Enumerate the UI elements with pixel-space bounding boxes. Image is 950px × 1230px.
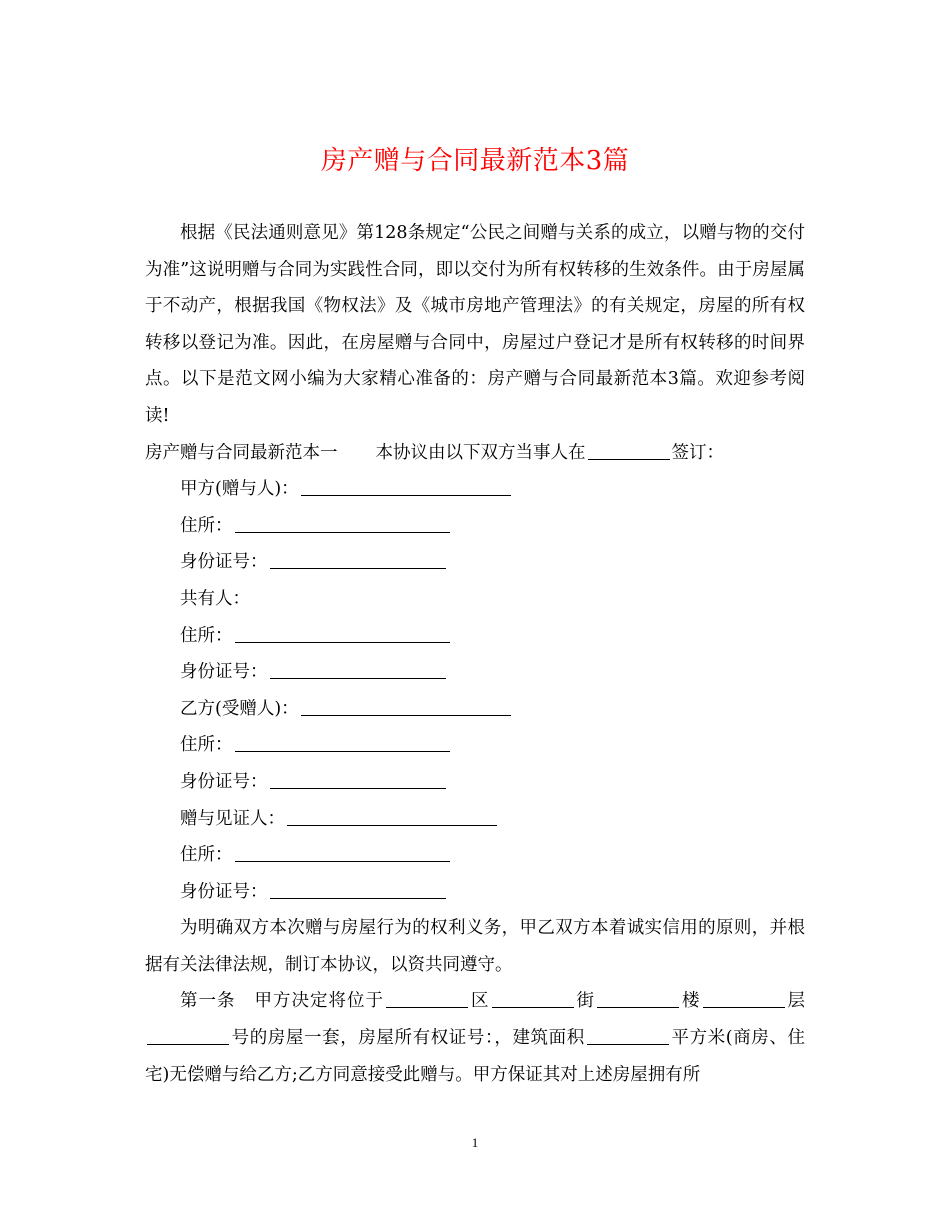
floor-blank [703, 987, 785, 1008]
id-label: 身份证号： [180, 881, 268, 902]
document-body [145, 215, 805, 1093]
page-number: 1 [471, 1135, 479, 1150]
area-blank [587, 1024, 669, 1045]
witness-row [145, 801, 805, 838]
floor-label: 层 [786, 991, 805, 1012]
party-a-label: 甲方(赠与人)： [180, 479, 299, 500]
room-blank [147, 1024, 229, 1045]
id-row-4 [145, 874, 805, 911]
street-label: 街 [575, 991, 595, 1012]
id-blank [270, 768, 446, 789]
id-label: 身份证号： [180, 662, 268, 683]
address-blank [235, 731, 450, 752]
address-blank [235, 622, 450, 643]
section-heading: 房产赠与合同最新范本一 [145, 442, 338, 463]
address-row-3 [145, 727, 805, 764]
party-b-row [145, 691, 805, 728]
id-blank [270, 658, 446, 679]
street-blank [492, 987, 574, 1008]
building-blank [597, 987, 679, 1008]
building-label: 楼 [681, 991, 701, 1012]
co-owner-label: 共有人： [180, 588, 250, 609]
intro-paragraph: 根据《民法通则意见》第128条规定“公民之间赠与关系的成立，以赠与物的交付为准”这说明赠与合同为实践性合同，即以交付为所有权转移的生效条件。由于房屋属于不动产，根据我国《物权法》及《城市房地产管理法》的有关规定，房屋的所有权转移以登记为准。因此，在房屋赠与合同中，房屋过户登记才是所有权转移的时间界点。以下是范文网小编为大家精心准备的：房产赠与合同最新范本3篇。欢迎参考阅读! [145, 223, 805, 426]
party-a-blank [301, 475, 511, 496]
address-row-1 [145, 508, 805, 545]
address-label: 住所： [180, 625, 233, 646]
purpose-paragraph: 为明确双方本次赠与房屋行为的权利义务，甲乙双方本着诚实信用的原则，并根据有关法律法规，制订本协议，以资共同遵守。 [145, 918, 805, 975]
witness-label: 赠与见证人： [180, 808, 285, 829]
agreement-line [145, 435, 805, 472]
area-text: 平方米(商房、住宅)无偿赠与给乙方;乙方同意接受此赠与。甲方保证其对上述房屋拥有所 [145, 1028, 806, 1085]
id-row-2 [145, 654, 805, 691]
party-b-blank [301, 695, 511, 716]
agreement-lead: 本协议由以下双方当事人在 [375, 442, 586, 463]
id-row-1 [145, 544, 805, 581]
id-blank [270, 878, 446, 899]
article-1-lead: 甲方决定将位于 [253, 991, 384, 1012]
address-blank [235, 512, 450, 533]
id-label: 身份证号： [180, 771, 268, 792]
room-text: 号的房屋一套，房屋所有权证号：，建筑面积 [231, 1028, 585, 1049]
witness-blank [287, 805, 497, 826]
party-a-row [145, 471, 805, 508]
address-row-4 [145, 837, 805, 874]
agreement-tail: 签订： [671, 442, 724, 463]
page-title: 房产赠与合同最新范本3篇 [320, 146, 630, 176]
id-blank [270, 548, 446, 569]
address-label: 住所： [180, 845, 233, 866]
id-row-3 [145, 764, 805, 801]
district-blank [386, 987, 468, 1008]
address-label: 住所： [180, 735, 233, 756]
district-label: 区 [470, 991, 490, 1012]
party-b-label: 乙方(受赠人)： [180, 698, 299, 719]
address-label: 住所： [180, 515, 233, 536]
id-label: 身份证号： [180, 552, 268, 573]
co-owner-row [145, 581, 805, 618]
signing-place-blank [588, 439, 670, 460]
article-1-paragraph [145, 983, 805, 1093]
article-1-label: 第一条 [180, 991, 236, 1012]
address-row-2 [145, 618, 805, 655]
address-blank [235, 841, 450, 862]
